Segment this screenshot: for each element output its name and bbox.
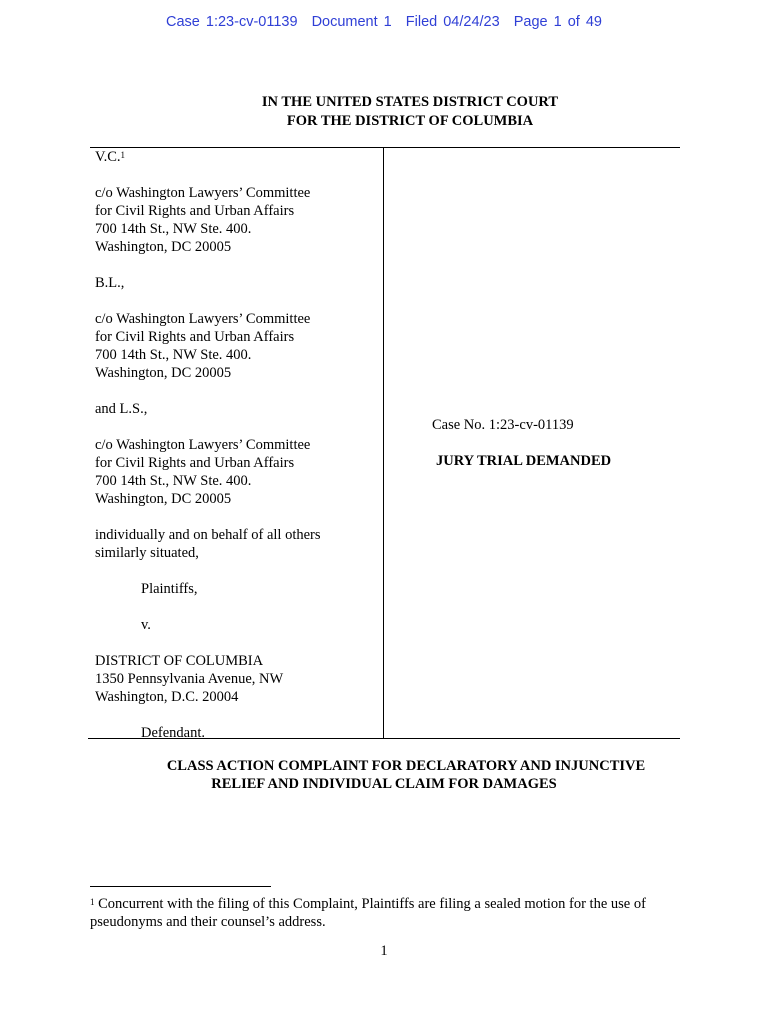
jury-demand: JURY TRIAL DEMANDED [436,453,612,469]
address-line: Washington, D.C. 20004 [95,689,239,705]
plaintiff-ls: and L.S., [95,401,148,417]
stamp-document-number: Document 1 [311,14,392,30]
defendant-label: Defendant. [141,725,206,741]
ecf-header-stamp [0,14,768,30]
versus: v. [141,617,151,633]
court-district-line: FOR THE DISTRICT OF COLUMBIA [286,113,534,129]
stamp-case-number: Case 1:23-cv-01139 [166,14,298,30]
class-statement: similarly situated, [95,545,199,561]
plaintiffs-label: Plaintiffs, [141,581,198,597]
caption-divider [383,147,384,739]
address-line: Washington, DC 20005 [95,239,232,255]
address-line: 700 14th St., NW Ste. 400. [95,347,252,363]
address-line: Washington, DC 20005 [95,365,232,381]
complaint-title: CLASS ACTION COMPLAINT FOR DECLARATORY AND INJUNCTIVE [166,758,646,774]
stamp-page-count: Page 1 of 49 [513,14,602,30]
address-line: 700 14th St., NW Ste. 400. [95,473,252,489]
caption-parties [95,148,380,742]
footnote-separator [90,886,271,887]
address-line: for Civil Rights and Urban Affairs [95,329,295,345]
case-number: Case No. 1:23-cv-01139 [432,417,574,433]
page-number: 1 [380,943,388,959]
defendant-name: DISTRICT OF COLUMBIA [95,653,264,669]
address-line: Washington, DC 20005 [95,491,232,507]
class-statement: individually and on behalf of all others [95,527,321,543]
plaintiff-vc [95,148,380,166]
footnote-marker: 1 [90,897,95,907]
court-heading [0,93,768,131]
plaintiff-bl: B.L., [95,275,125,291]
address-line: 1350 Pennsylvania Avenue, NW [95,671,284,687]
complaint-title-continued: RELIEF AND INDIVIDUAL CLAIM FOR DAMAGES [211,776,557,792]
address-line: c/o Washington Lawyers’ Committee [95,311,311,327]
footnote-reference: 1 [120,150,126,160]
address-line: c/o Washington Lawyers’ Committee [95,437,311,453]
court-name-line: IN THE UNITED STATES DISTRICT COURT [261,94,559,110]
address-line: for Civil Rights and Urban Affairs [95,203,295,219]
address-line: c/o Washington Lawyers’ Committee [95,185,311,201]
plaintiff-vc-name: V.C. [95,149,121,165]
footnote-text: Concurrent with the filing of this Complaint, Plaintiffs are filing a sealed motion for the use of pseudonyms and their counsel’s address. [90,896,646,930]
address-line: 700 14th St., NW Ste. 400. [95,221,252,237]
stamp-filed-date: Filed 04/24/23 [405,14,500,30]
footnote [90,895,680,931]
address-line: for Civil Rights and Urban Affairs [95,455,295,471]
